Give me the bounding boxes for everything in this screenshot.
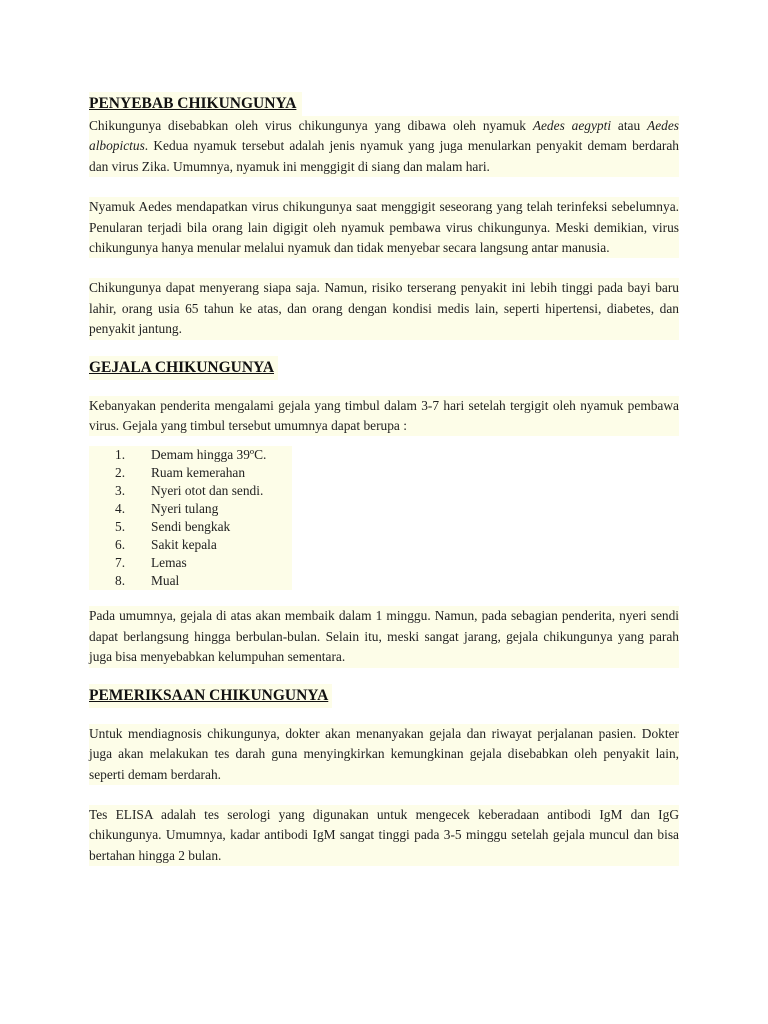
list-text: Mual: [151, 573, 180, 589]
heading-penyebab-wrap: [89, 92, 302, 116]
list-number: 5.: [115, 519, 126, 535]
list-item: [89, 572, 292, 590]
heading-penyebab: PENYEBAB CHIKUNGUNYA: [89, 95, 297, 112]
list-text: Sakit kepala: [151, 537, 217, 553]
document-content: [89, 92, 679, 866]
list-item: [89, 518, 292, 536]
list-item: [89, 446, 292, 464]
list-number: 8.: [115, 573, 126, 589]
list-number: 6.: [115, 537, 126, 553]
symptom-list-wrap: [89, 446, 292, 590]
list-item: [89, 464, 292, 482]
heading-pemeriksaan: PEMERIKSAAN CHIKUNGUNYA: [89, 686, 329, 704]
heading-gejala: GEJALA CHIKUNGUNYA: [89, 358, 275, 376]
list-number: 7.: [115, 555, 126, 571]
list-number: 4.: [115, 501, 126, 517]
list-number: 1.: [115, 447, 126, 463]
list-item: [89, 500, 292, 518]
list-text: Sendi bengkak: [151, 519, 231, 535]
paragraph-penyebab-1: [89, 116, 679, 177]
paragraph-penyebab-3: Chikungunya dapat menyerang siapa saja. Namun, risiko terserang penyakit ini lebih tinggi pada bayi baru lahir, orang usia 65 tahun ke atas, dan orang dengan kondisi medis lain, seperti hipertensi, diabetes, dan penyakit jantung.: [89, 280, 679, 337]
text-span: Chikungunya disebabkan oleh virus chikungunya yang dibawa oleh nyamuk: [89, 118, 533, 133]
italic-species-aegypti: Aedes aegypti: [532, 118, 612, 133]
paragraph-gejala-1: Kebanyakan penderita mengalami gejala yang timbul dalam 3-7 hari setelah tergigit oleh nyamuk pembawa virus. Gejala yang timbul tersebut umumnya dapat berupa :: [89, 397, 679, 434]
paragraph-pemeriksaan-1: Untuk mendiagnosis chikungunya, dokter akan menanyakan gejala dan riwayat perjalanan pasien. Dokter juga akan melakukan tes darah guna menyingkirkan kemungkinan gejala disebabkan oleh penyakit lain, seperti demam berdarah.: [89, 725, 679, 782]
list-text: Nyeri tulang: [151, 501, 219, 517]
paragraph-penyebab-2: Nyamuk Aedes mendapatkan virus chikungunya saat menggigit seseorang yang telah terinfeksi sebelumnya. Penularan terjadi bila orang lain digigit oleh nyamuk pembawa virus chikungunya. Meski demikian, virus chikungunya hanya menular melalui nyamuk dan tidak menyebar secara langsung antar manusia.: [89, 199, 679, 256]
paragraph-pemeriksaan-2: Tes ELISA adalah tes serologi yang digunakan untuk mengecek keberadaan antibodi IgM dan IgG chikungunya. Umumnya, kadar antibodi IgM sangat tinggi pada 3-5 minggu setelah gejala muncul dan bisa bertahan hingga 2 bulan.: [89, 806, 679, 863]
paragraph-gejala-2: Pada umumnya, gejala di atas akan membaik dalam 1 minggu. Namun, pada sebagian penderita, nyeri sendi dapat berlangsung hingga berbulan-bulan. Selain itu, meski sangat jarang, gejala chikungunya yang parah juga bisa menyebabkan kelumpuhan sementara.: [89, 608, 679, 665]
italic-species-albopictus: Aedes albopictus: [89, 118, 680, 154]
list-text: Demam hingga 39ºC.: [151, 447, 267, 463]
list-text: Ruam kemerahan: [151, 465, 246, 481]
list-text: Lemas: [151, 555, 187, 571]
text-span: . Kedua nyamuk tersebut adalah jenis nyamuk yang juga menularkan penyakit demam berdarah dan virus Zika. Umumnya, nyamuk ini menggigit di siang dan malam hari.: [89, 138, 679, 174]
list-text: Nyeri otot dan sendi.: [151, 483, 264, 499]
text-span: atau: [611, 118, 648, 133]
list-item: [89, 482, 292, 500]
list-item: [89, 536, 292, 554]
list-item: [89, 554, 292, 572]
list-number: 3.: [115, 483, 126, 499]
list-number: 2.: [115, 465, 126, 481]
symptom-list: [89, 446, 292, 590]
